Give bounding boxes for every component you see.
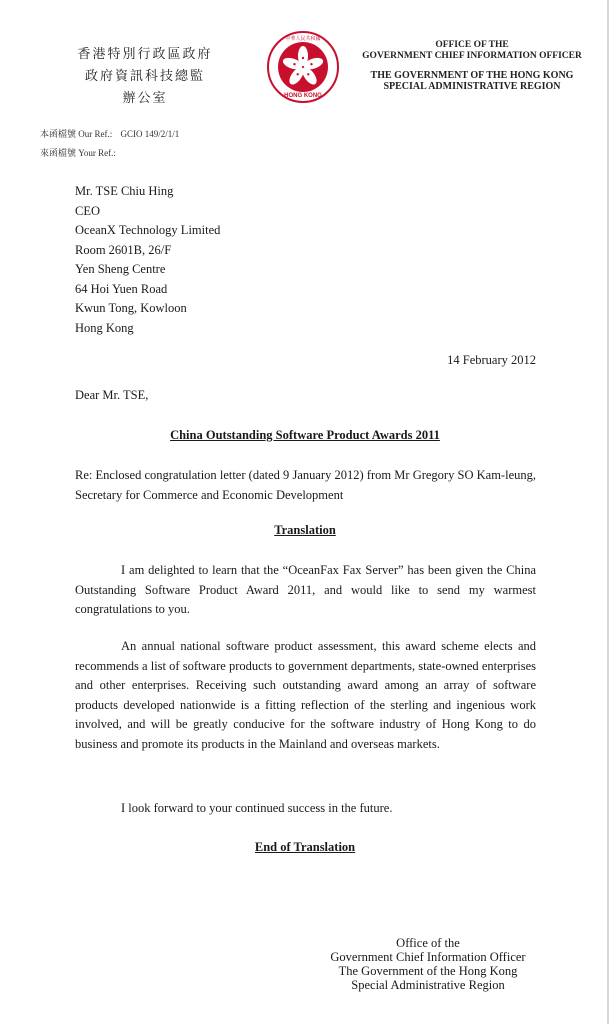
our-ref-label: 本函檔號 Our Ref.: — [40, 129, 113, 139]
address-line: 64 Hoi Yuen Road — [75, 281, 168, 296]
government-line: THE GOVERNMENT OF THE HONG KONG — [370, 70, 574, 81]
address-line: Hong Kong — [75, 320, 134, 335]
address-line: Yen Sheng Centre — [75, 262, 166, 276]
chinese-header-line: 香港特別行政區政府 — [77, 47, 213, 62]
re-line: Re: Enclosed congratulation letter (dated 9 January 2012) from Mr Gregory SO Kam-leung, Secretary for Commerce and Economic Development — [75, 468, 536, 502]
letter-date: 14 February 2012 — [447, 353, 536, 367]
office-line: GOVERNMENT CHIEF INFORMATION OFFICER — [362, 51, 582, 61]
our-ref — [40, 127, 179, 140]
english-government-header — [358, 70, 586, 92]
chinese-header-line: 辦公室 — [122, 91, 168, 106]
government-line: SPECIAL ADMINISTRATIVE REGION — [383, 81, 561, 92]
chinese-header-line: 政府資訊科技總監 — [84, 69, 205, 84]
bauhinia-emblem-icon — [266, 30, 340, 104]
signature-block — [318, 936, 538, 992]
address-line: CEO — [75, 203, 100, 218]
svg-text:HONG KONG: HONG KONG — [284, 93, 322, 99]
your-ref — [40, 146, 116, 159]
signature-line: The Government of the Hong Kong — [338, 964, 518, 978]
end-translation-heading: End of Translation — [254, 840, 356, 854]
svg-text:中華人民共和國: 中華人民共和國 — [285, 36, 321, 42]
salutation: Dear Mr. TSE, — [75, 388, 149, 402]
translation-heading: Translation — [274, 523, 336, 537]
address-line: Room 2601B, 26/F — [75, 242, 172, 257]
address-line: Mr. TSE Chiu Hing — [75, 184, 174, 198]
hksar-emblem — [266, 30, 340, 104]
address-line: OceanX Technology Limited — [75, 223, 221, 237]
chinese-office-header — [70, 44, 220, 110]
letter-title: China Outstanding Software Product Awards 2011 — [170, 428, 440, 442]
english-office-header — [358, 40, 586, 62]
body-paragraph: An annual national software product assessment, this award scheme elects and recommends a list of software products to government departments, state-owned enterprises and other enterprises. Receiving such outstanding award among an array of software products developed nationwide is a fitting reflection of the sterling and ingenious work involved, and will be greatly conducive for the software industry of Hong Kong to do business and promote its products in the Mainland and overseas markets. — [75, 639, 536, 751]
your-ref-label: 來函檔號 Your Ref.: — [40, 148, 116, 158]
office-line: OFFICE OF THE — [435, 40, 509, 50]
recipient-address — [75, 182, 220, 338]
address-line: Kwun Tong, Kowloon — [75, 301, 187, 315]
signature-line: Government Chief Information Officer — [330, 950, 526, 964]
signature-line: Special Administrative Region — [351, 978, 505, 992]
body-paragraph: I look forward to your continued success in the future. — [121, 801, 393, 815]
signature-line: Office of the — [396, 936, 460, 950]
our-ref-value: GCIO 149/2/1/1 — [120, 129, 180, 139]
body-paragraph: I am delighted to learn that the “OceanFax Fax Server” has been given the China Outstanding Software Product Award 2011, and would like to send my warmest congratulations to you. — [75, 563, 536, 616]
